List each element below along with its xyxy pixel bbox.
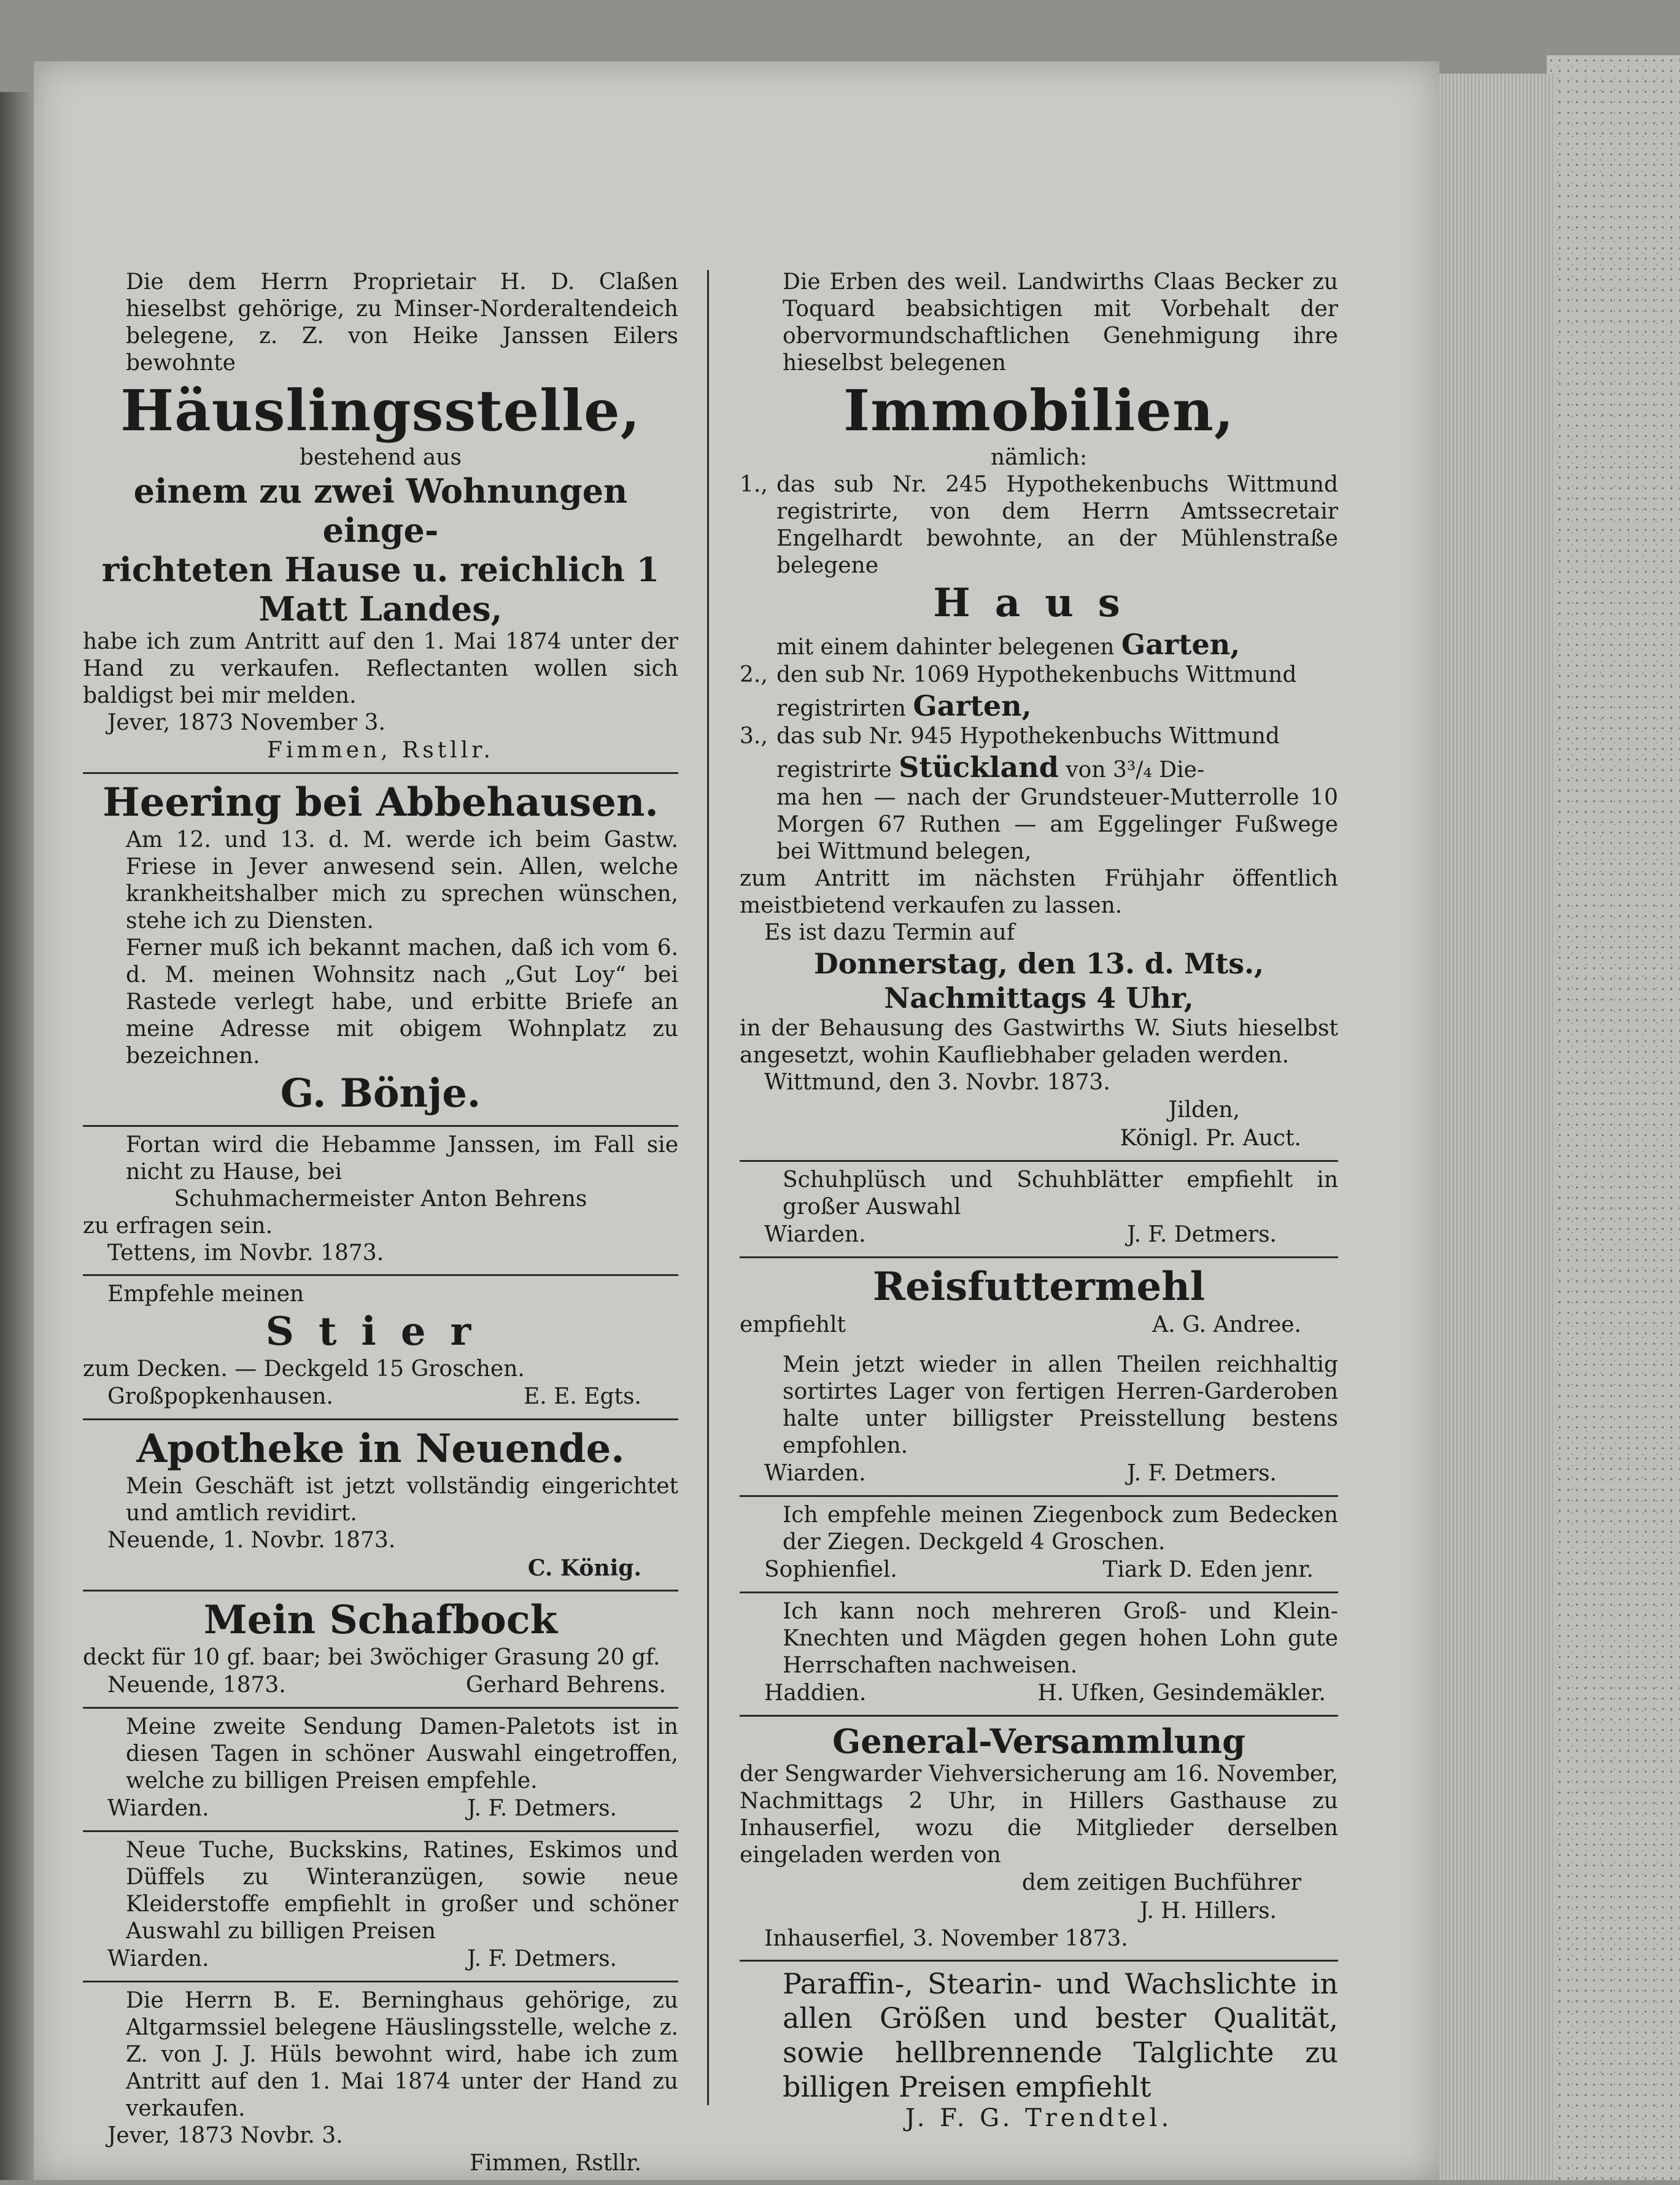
ad-footer bbox=[83, 1795, 678, 1823]
ad-location: in der Behausung des Gastwirths W. Siuts hieselbst angesetzt, wohin Kaufliebhaber geladen werden. bbox=[740, 1016, 1338, 1068]
ad-title: Apotheke in Neuende. bbox=[136, 1426, 625, 1472]
list-item-continued bbox=[740, 750, 1338, 784]
ad-place-date: Jever, 1873 Novbr. 3. bbox=[107, 2123, 343, 2148]
ad-place-date: Wittmund, den 3. Novbr. 1873. bbox=[764, 1070, 1110, 1095]
ad-title: Häuslingsstelle, bbox=[120, 377, 641, 444]
ad-heering bbox=[83, 772, 678, 1125]
book-cover-board bbox=[1547, 55, 1680, 2180]
ad-footer bbox=[740, 1556, 1338, 1584]
item-text: das sub Nr. 245 Hypothekenbuchs Wittmund registrirte, von dem Herrn Amtssecretair Engelhardt bewohnte, an der Mühlenstraße belegene bbox=[776, 472, 1338, 578]
newspaper-page bbox=[34, 61, 1439, 2180]
ad-footer bbox=[740, 1221, 1338, 1249]
ad-date: Donnerstag, den 13. d. Mts., bbox=[813, 947, 1264, 980]
ad-tail: zu erfragen sein. bbox=[83, 1213, 273, 1239]
ad-pre: empfiehlt bbox=[740, 1312, 846, 1337]
column-divider bbox=[707, 270, 709, 2105]
ad-signature: C. König. bbox=[527, 1555, 641, 1581]
item-text: den sub Nr. 1069 Hypothekenbuchs Wittmund bbox=[776, 662, 1297, 687]
ad-signature: Fimmen, Rstllr. bbox=[267, 738, 494, 763]
ad-body: Meine zweite Sendung Damen-Paletots ist in diesen Tagen in schöner Auswahl eingetroffen, welche zu billigen Preisen empfehle. bbox=[126, 1714, 678, 1793]
ad-footer bbox=[740, 1679, 1338, 1707]
ad-signature: J. F. G. Trendtel. bbox=[905, 2104, 1173, 2132]
ad-footer bbox=[83, 1945, 678, 1973]
ad-body: Mein jetzt wieder in allen Theilen reichhaltig sortirtes Lager von fertigen Herren-Garderoben halte unter billigster Preisstellung bestens empfohlen. bbox=[783, 1352, 1338, 1458]
ad-intro: Die dem Herrn Proprietair H. D. Claßen hieselbst gehörige, zu Minser-Norderaltendeich belegene, z. Z. von Heike Janssen Eilers bewohnte bbox=[126, 269, 678, 376]
ad-body: deckt für 10 gf. baar; bei 3wöchiger Grasung 20 gf. bbox=[83, 1645, 660, 1670]
ad-signature: A. G. Andree. bbox=[1152, 1312, 1301, 1337]
ad-place-date: Neuende, 1. Novbr. 1873. bbox=[107, 1528, 396, 1553]
ad-line: einem zu zwei Wohnungen einge- bbox=[133, 471, 628, 550]
ad-body: Am 12. und 13. d. M. werde ich beim Gastw. Friese in Jever anwesend sein. Allen, welche krankheitshalber mich zu sprechen wünschen, stehe ich zu Diensten. bbox=[126, 827, 678, 934]
page-edges bbox=[1424, 74, 1553, 2180]
left-column bbox=[83, 264, 678, 2185]
list-item bbox=[740, 471, 1338, 579]
ad-signature: G. Bönje. bbox=[280, 1070, 481, 1116]
ad-haeuslingsstelle bbox=[83, 264, 678, 772]
ad-place-date: Tettens, im Novbr. 1873. bbox=[107, 1240, 384, 1266]
ad-title: Mein Schafbock bbox=[203, 1597, 558, 1643]
ad-signature: Tiark D. Eden jenr. bbox=[1102, 1557, 1314, 1582]
ad-body: der Sengwarder Viehversicherung am 16. November, Nachmittags 2 Uhr, in Hillers Gasthause zu Inhauserfiel, wozu die Mitglieder derselben eingeladen werden von bbox=[740, 1762, 1338, 1868]
ad-signature: Jilden, bbox=[1168, 1097, 1240, 1123]
ad-from: dem zeitigen Buchführer bbox=[1021, 1870, 1301, 1895]
item-text: von 3³/₄ Die- bbox=[1066, 757, 1205, 783]
ad-hebamme bbox=[83, 1125, 678, 1274]
list-item-continued bbox=[740, 784, 1338, 865]
item-text: das sub Nr. 945 Hypothekenbuchs Wittmund bbox=[776, 724, 1280, 749]
ad-footer bbox=[740, 1460, 1338, 1488]
ad-signature: H. Ufken, Gesindemäkler. bbox=[1037, 1680, 1326, 1706]
ad-signature: J. F. Detmers. bbox=[467, 1946, 617, 1971]
ad-apotheke bbox=[83, 1418, 678, 1590]
ad-body: habe ich zum Antritt auf den 1. Mai 1874 unter der Hand zu verkaufen. Reflectanten wollen sich baldigst bei mir melden. bbox=[83, 629, 678, 708]
ad-signature: E. E. Egts. bbox=[523, 1384, 641, 1409]
list-item bbox=[740, 723, 1338, 750]
ad-title: Stier bbox=[265, 1309, 496, 1355]
ad-intro: Empfehle meinen bbox=[107, 1282, 304, 1307]
book-spine bbox=[0, 92, 37, 2180]
ad-body: Ferner muß ich bekannt machen, daß ich vom 6. d. M. meinen Wohnsitz nach „Gut Loy“ bei Rastede verlegt habe, und erbitte Briefe an meine Adresse mit obigem Wohnplatz zu bezeichnen. bbox=[126, 935, 678, 1069]
ad-title: Reisfuttermehl bbox=[872, 1264, 1206, 1310]
ad-signature: Gerhard Behrens. bbox=[465, 1673, 666, 1698]
ad-body: Schuhplüsch und Schuhblätter empfiehlt in großer Auswahl bbox=[783, 1167, 1338, 1220]
item-number: 2., bbox=[740, 662, 768, 687]
ad-name: Schuhmachermeister Anton Behrens bbox=[174, 1186, 587, 1212]
ad-body: Ich empfehle meinen Ziegenbock zum Bedecken der Ziegen. Deckgeld 4 Groschen. bbox=[783, 1502, 1338, 1555]
ad-tuche bbox=[83, 1830, 678, 1981]
ad-signature: J. F. Detmers. bbox=[1127, 1461, 1277, 1486]
list-item-continued bbox=[740, 689, 1338, 723]
ad-body: zum Decken. — Deckgeld 15 Groschen. bbox=[83, 1356, 525, 1382]
ad-place: Wiarden. bbox=[764, 1461, 866, 1486]
ad-lichte bbox=[740, 1960, 1338, 2140]
ad-immobilien bbox=[740, 264, 1338, 1160]
ad-time: Nachmittags 4 Uhr, bbox=[884, 981, 1194, 1015]
item-text: ma hen — nach der Grundsteuer-Mutterrolle 10 Morgen 67 Ruthen — am Eggelinger Fußwege bei Wittmund belegen, bbox=[776, 785, 1338, 864]
ad-ziegenbock bbox=[740, 1495, 1338, 1591]
ad-garten-2: Garten, bbox=[913, 689, 1032, 722]
ad-stier bbox=[83, 1274, 678, 1418]
item-text: mit einem dahinter belegenen bbox=[776, 635, 1115, 660]
ad-schafbock bbox=[83, 1590, 678, 1707]
ad-place: Wiarden. bbox=[764, 1222, 866, 1247]
ad-body: Fortan wird die Hebamme Janssen, im Fall sie nicht zu Hause, bei bbox=[126, 1132, 678, 1185]
ad-place-date: Inhauserfiel, 3. November 1873. bbox=[764, 1926, 1128, 1951]
ad-signature: J. F. Detmers. bbox=[467, 1796, 617, 1821]
ad-signature: J. H. Hillers. bbox=[1139, 1898, 1277, 1924]
ad-place: Sophienfiel. bbox=[764, 1557, 897, 1582]
list-item bbox=[740, 662, 1338, 689]
ad-haus: Haus bbox=[933, 580, 1145, 626]
ad-line: Matt Landes, bbox=[258, 589, 503, 628]
ad-damen-paletots bbox=[83, 1707, 678, 1830]
ad-footer bbox=[740, 1311, 1338, 1339]
ad-signature-title: Königl. Pr. Auct. bbox=[1120, 1126, 1301, 1151]
ad-line: richteten Hause u. reichlich 1 bbox=[101, 550, 660, 589]
ad-title: Immobilien, bbox=[843, 377, 1234, 444]
item-number: 1., bbox=[740, 472, 768, 497]
ad-body: Paraffin-, Stearin- und Wachslichte in allen Größen und bester Qualität, sowie hellbrennende Talglichte zu billigen Preisen empfiehlt bbox=[783, 1967, 1338, 2103]
list-item-continued bbox=[740, 627, 1338, 662]
right-column bbox=[740, 264, 1338, 2140]
item-text: registrirten bbox=[776, 696, 906, 721]
ad-place: Neuende, 1873. bbox=[107, 1673, 286, 1698]
ad-garten: Garten, bbox=[1121, 628, 1241, 661]
ad-termin: Es ist dazu Termin auf bbox=[764, 920, 1015, 945]
ad-haeuslingsstelle-2 bbox=[83, 1981, 678, 2185]
ad-place: Großpopkenhausen. bbox=[107, 1384, 333, 1409]
ad-signature: J. F. Detmers. bbox=[1127, 1222, 1277, 1247]
ad-place: Wiarden. bbox=[107, 1796, 209, 1821]
ad-body: Die Herrn B. E. Berninghaus gehörige, zu Altgarmssiel belegene Häuslingsstelle, welche z. Z. von J. J. Hüls bewohnt wird, habe ich zum Antritt auf den 1. Mai 1874 unter der Hand zu verkaufen. bbox=[126, 1988, 678, 2121]
ad-reisfuttermehl bbox=[740, 1256, 1338, 1347]
ad-knechte bbox=[740, 1591, 1338, 1715]
ad-title: General-Versammlung bbox=[832, 1722, 1245, 1761]
ad-body: Neue Tuche, Buckskins, Ratines, Eskimos und Düffels zu Winteranzügen, sowie neue Kleiderstoffe empfiehlt in großer und schöner Auswahl zu billigen Preisen bbox=[126, 1838, 678, 1944]
ad-intro: Die Erben des weil. Landwirths Claas Becker zu Toquard beabsichtigen mit Vorbehalt der obervormundschaftlichen Genehmigung ihre hieselbst belegenen bbox=[783, 269, 1338, 376]
ad-subtitle: bestehend aus bbox=[300, 445, 462, 470]
ad-general-versammlung bbox=[740, 1715, 1338, 1960]
ad-signature: Fimmen, Rstllr. bbox=[470, 2151, 641, 2176]
ad-place: Haddien. bbox=[764, 1680, 867, 1706]
ad-body: Mein Geschäft ist jetzt vollständig eingerichtet und amtlich revidirt. bbox=[126, 1474, 678, 1526]
item-text: registrirte bbox=[776, 757, 892, 783]
ad-place: Wiarden. bbox=[107, 1946, 209, 1971]
ad-place-date: Jever, 1873 November 3. bbox=[107, 710, 385, 735]
ad-footer bbox=[83, 1671, 678, 1700]
ad-body: Ich kann noch mehreren Groß- und Klein-Knechten und Mägden gegen hohen Lohn gute Herrschaften nachweisen. bbox=[783, 1599, 1338, 1678]
ad-stueckland: Stückland bbox=[899, 751, 1059, 784]
ad-footer bbox=[83, 1383, 678, 1411]
ad-schuhpluesch bbox=[740, 1160, 1338, 1256]
ad-title: Heering bei Abbehausen. bbox=[103, 779, 659, 826]
ad-garderoben bbox=[740, 1347, 1338, 1495]
ad-subtitle: nämlich: bbox=[990, 445, 1088, 470]
item-number: 3., bbox=[740, 724, 768, 749]
ad-body: zum Antritt im nächsten Frühjahr öffentlich meistbietend verkaufen zu lassen. bbox=[740, 866, 1338, 918]
